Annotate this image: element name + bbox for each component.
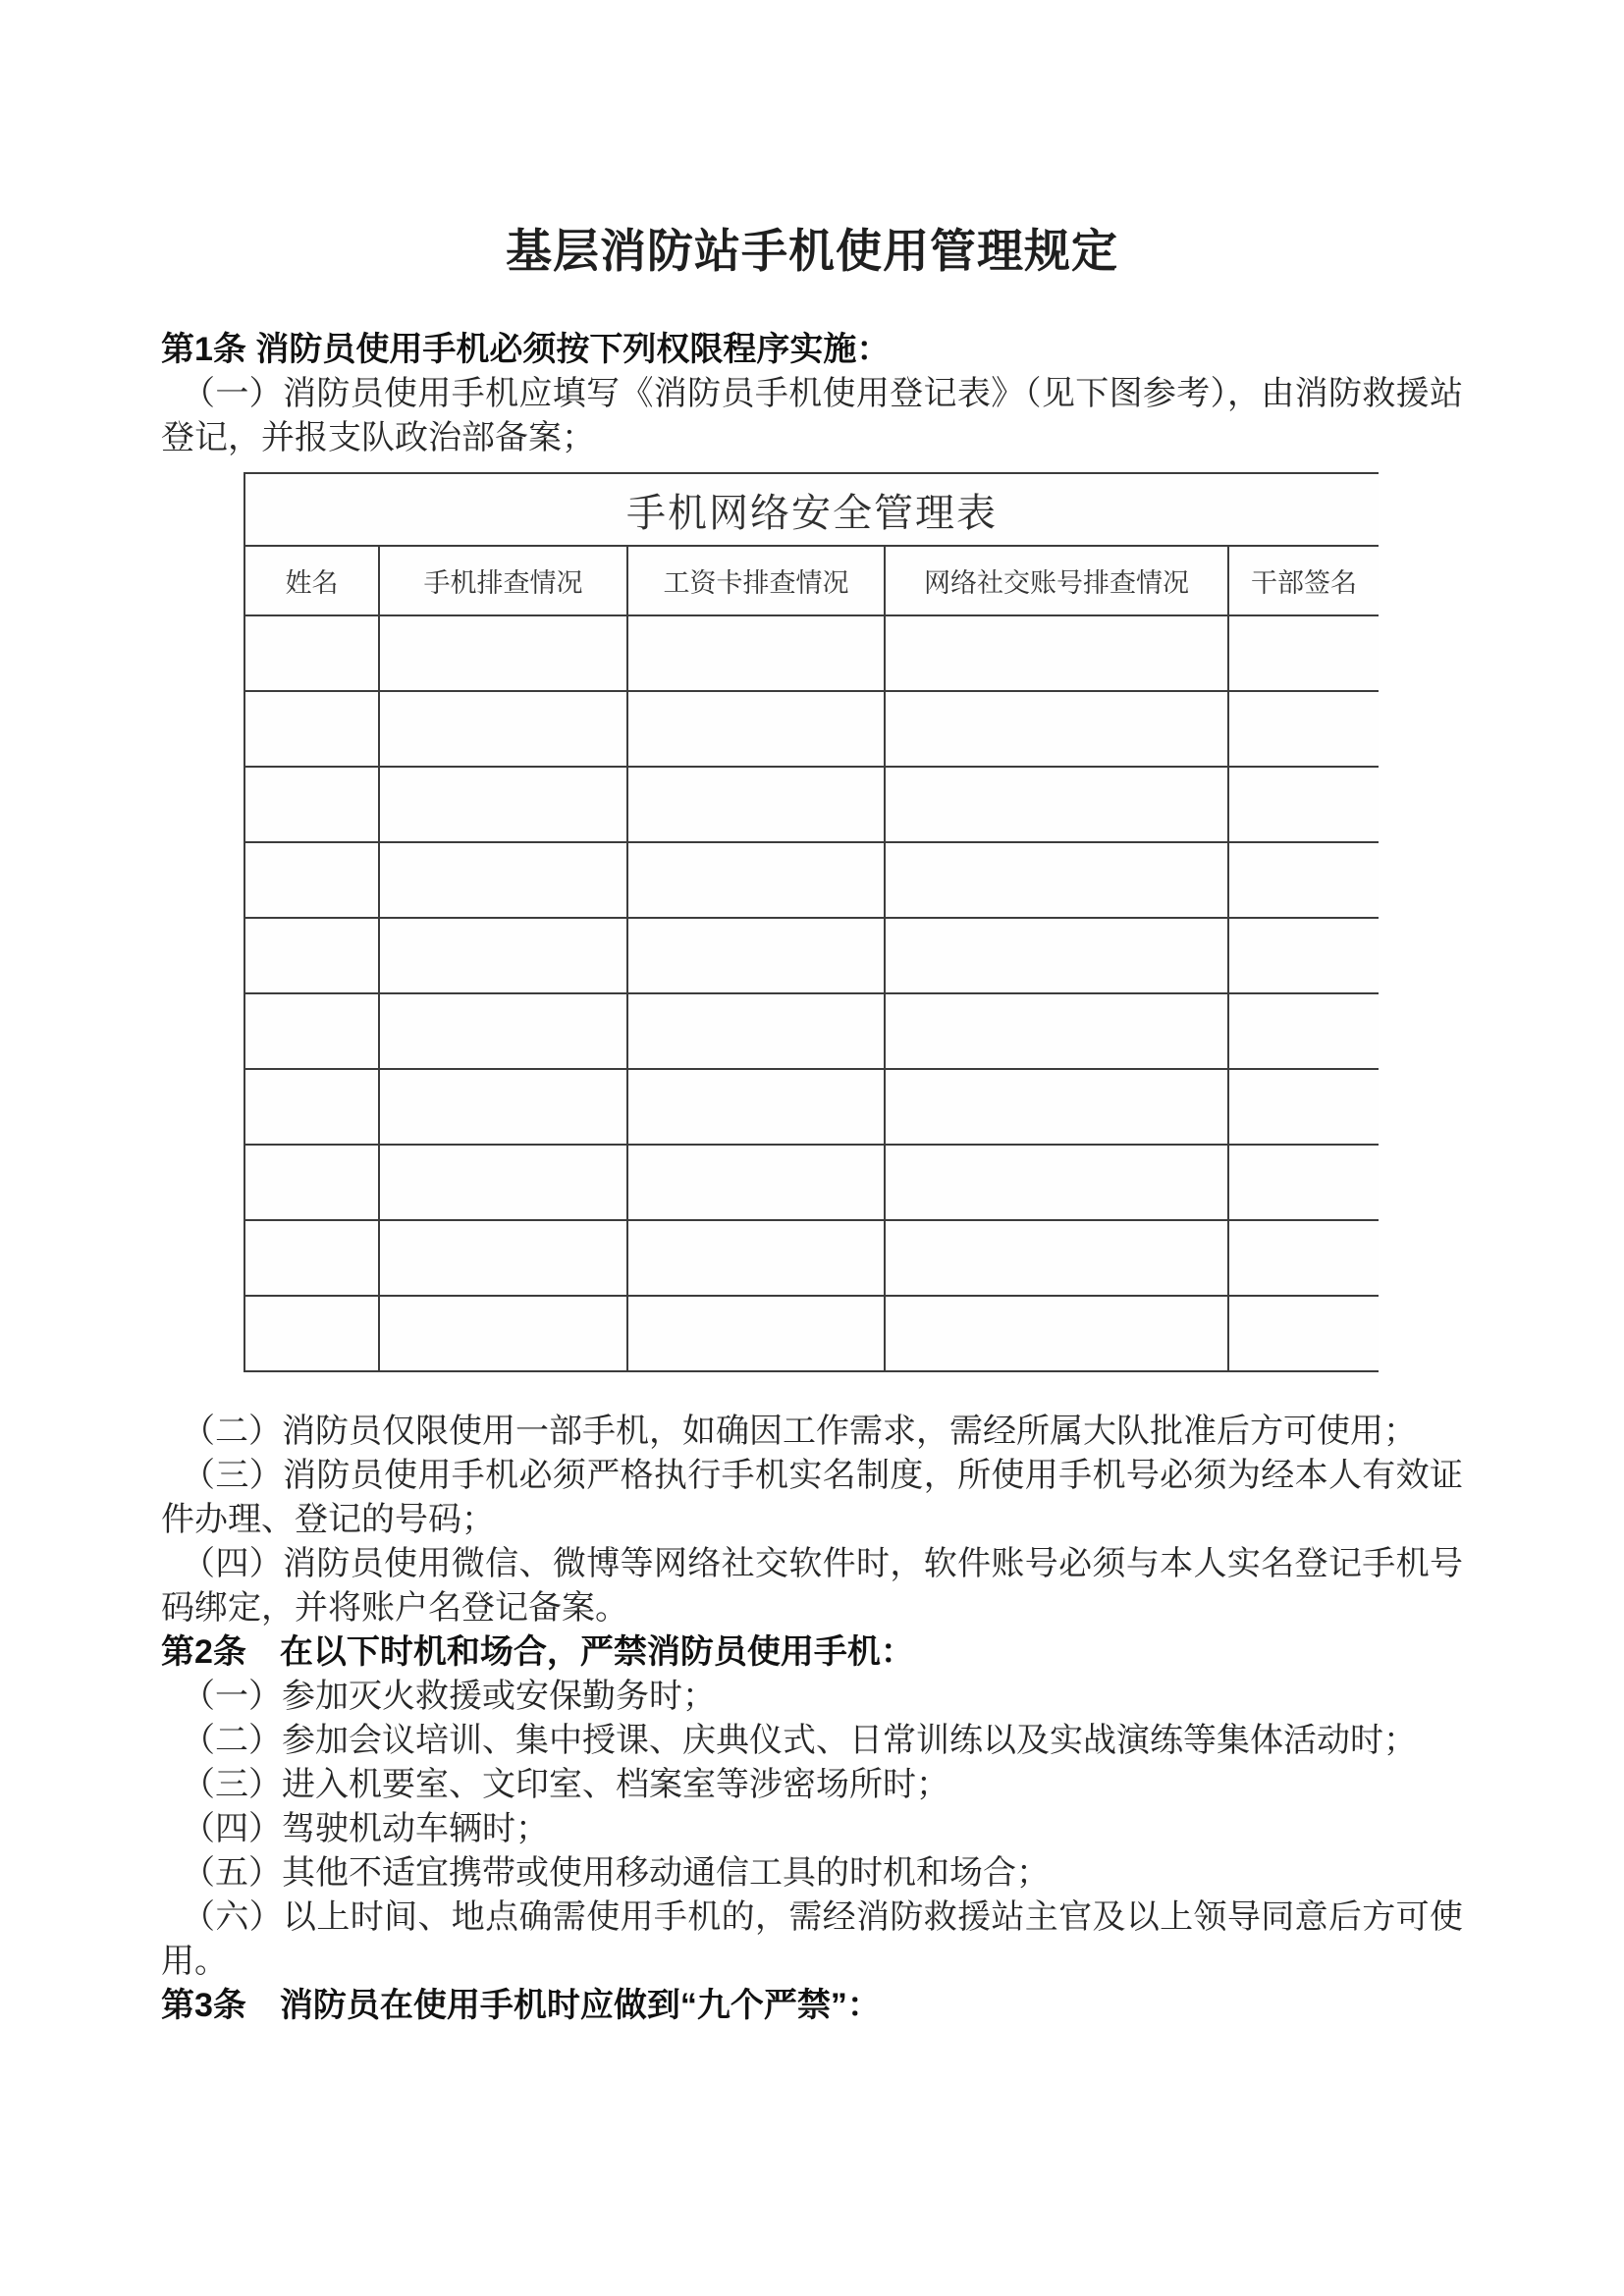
table-cell — [885, 993, 1228, 1069]
table-cell — [244, 1145, 379, 1220]
phone-network-security-table — [244, 472, 1379, 1372]
table-row — [244, 767, 1379, 842]
table-cell — [1228, 1069, 1379, 1145]
table-cell — [379, 1296, 627, 1371]
table-header-cell: 网络社交账号排查情况 — [885, 546, 1228, 615]
table-cell — [885, 842, 1228, 918]
table-cell — [627, 691, 885, 767]
table-cell — [627, 918, 885, 993]
table-cell — [627, 767, 885, 842]
clause-paragraph: （六）以上时间、地点确需使用手机的，需经消防救援站主官及以上领导同意后方可使用。 — [161, 1898, 1463, 1980]
article-heading: 第1条 消防员使用手机必须按下列权限程序实施： — [161, 331, 891, 368]
table-cell — [885, 1220, 1228, 1296]
table-cell — [244, 1220, 379, 1296]
table-title-row — [244, 473, 1379, 546]
table-cell — [1228, 1296, 1379, 1371]
table-header-cell: 手机排查情况 — [379, 546, 627, 615]
clause-paragraph: （四）消防员使用微信、微博等网络社交软件时，软件账号必须与本人实名登记手机号码绑定，并将账户名登记备案。 — [161, 1545, 1463, 1627]
table-cell — [885, 1296, 1228, 1371]
table-cell — [627, 1145, 885, 1220]
table-cell — [379, 767, 627, 842]
table-header-cell: 姓名 — [244, 546, 379, 615]
table-cell — [885, 615, 1228, 691]
table-header-cell: 干部签名 — [1228, 546, 1379, 615]
table-cell — [885, 691, 1228, 767]
clause-paragraph: （五）其他不适宜携带或使用移动通信工具的时机和场合； — [182, 1854, 1050, 1892]
table-cell — [379, 1220, 627, 1296]
clause-paragraph: （二）消防员仅限使用一部手机，如确因工作需求，需经所属大队批准后方可使用； — [182, 1413, 1417, 1450]
page-title: 基层消防站手机使用管理规定 — [506, 225, 1118, 277]
table-cell — [1228, 1220, 1379, 1296]
article-heading: 第2条 在以下时机和场合，严禁消防员使用手机： — [161, 1633, 914, 1671]
table-row — [244, 993, 1379, 1069]
table-cell — [1228, 691, 1379, 767]
table-cell — [379, 1145, 627, 1220]
clause-paragraph: （三）进入机要室、文印室、档案室等涉密场所时； — [182, 1766, 949, 1803]
table-cell — [379, 842, 627, 918]
table-cell — [244, 615, 379, 691]
table-cell — [627, 1220, 885, 1296]
table-cell — [1228, 918, 1379, 993]
table-cell — [1228, 842, 1379, 918]
table-cell — [379, 918, 627, 993]
table-cell — [379, 1069, 627, 1145]
table-cell — [244, 993, 379, 1069]
table-cell — [1228, 1145, 1379, 1220]
table-row — [244, 1296, 1379, 1371]
clause-paragraph: （一）消防员使用手机应填写《消防员手机使用登记表》（见下图参考），由消防救援站登记，并报支队政治部备案； — [161, 375, 1463, 456]
table-row — [244, 1220, 1379, 1296]
table-row — [244, 918, 1379, 993]
table-cell — [379, 993, 627, 1069]
table-row — [244, 691, 1379, 767]
table-cell — [244, 918, 379, 993]
table-cell — [885, 918, 1228, 993]
table-cell — [244, 767, 379, 842]
table-cell — [244, 842, 379, 918]
clause-paragraph: （三）消防员使用手机必须严格执行手机实名制度，所使用手机号必须为经本人有效证件办理、登记的号码； — [161, 1457, 1463, 1538]
table-cell — [1228, 993, 1379, 1069]
table-header-row — [244, 546, 1379, 615]
table-cell — [627, 1069, 885, 1145]
table-header-cell: 工资卡排查情况 — [627, 546, 885, 615]
table-cell — [379, 691, 627, 767]
clause-paragraph: （一）参加灭火救援或安保勤务时； — [182, 1678, 716, 1715]
table-row — [244, 615, 1379, 691]
table-cell — [627, 1296, 885, 1371]
body-paragraphs — [161, 1410, 1463, 2028]
table-cell — [885, 1069, 1228, 1145]
table-cell — [627, 842, 885, 918]
table-cell — [627, 993, 885, 1069]
intro-paragraphs — [161, 328, 1463, 460]
table-cell — [885, 1145, 1228, 1220]
clause-paragraph: （二）参加会议培训、集中授课、庆典仪式、日常训练以及实战演练等集体活动时； — [182, 1722, 1417, 1759]
table-title: 手机网络安全管理表 — [244, 473, 1379, 546]
table-body — [244, 615, 1379, 1371]
table-cell — [244, 691, 379, 767]
table-cell — [379, 615, 627, 691]
table-cell — [244, 1069, 379, 1145]
table-row — [244, 842, 1379, 918]
clause-paragraph: （四）驾驶机动车辆时； — [182, 1810, 549, 1847]
table-row — [244, 1069, 1379, 1145]
table-cell — [627, 615, 885, 691]
table-cell — [1228, 615, 1379, 691]
table-row — [244, 1145, 1379, 1220]
table-cell — [885, 767, 1228, 842]
article-heading: 第3条 消防员在使用手机时应做到“九个严禁”： — [161, 1987, 881, 2024]
table-cell — [244, 1296, 379, 1371]
table-cell — [1228, 767, 1379, 842]
